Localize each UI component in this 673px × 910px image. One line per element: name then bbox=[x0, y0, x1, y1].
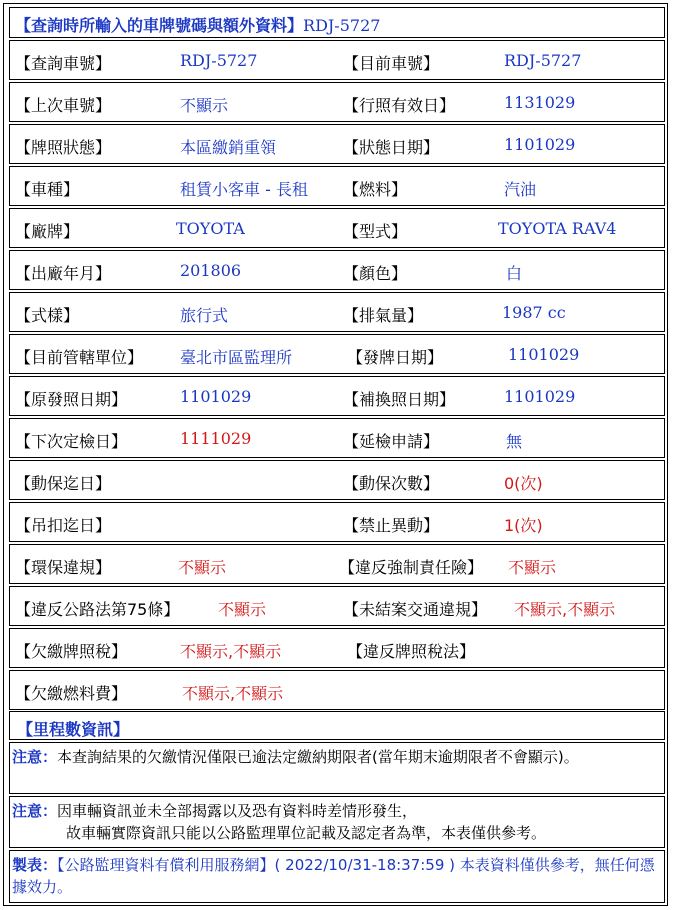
header-plate: RDJ-5727 bbox=[303, 16, 381, 35]
field-label: 【違反強制責任險】 bbox=[339, 558, 484, 577]
note-2 bbox=[12, 800, 660, 844]
field-label: 【補換照日期】 bbox=[343, 390, 456, 409]
field-label: 【車種】 bbox=[15, 180, 80, 199]
table-row bbox=[9, 376, 665, 416]
header-title bbox=[15, 13, 380, 36]
table-row bbox=[9, 628, 665, 668]
field-value: 1101029 bbox=[180, 387, 252, 406]
field-value: 1987 cc bbox=[502, 303, 566, 322]
field-value: RDJ-5727 bbox=[504, 51, 582, 70]
note-3-time: ( 2022/10/31-18:37:59 ) bbox=[274, 856, 456, 874]
note-3 bbox=[12, 854, 660, 898]
field-value: TOYOTA bbox=[176, 219, 245, 238]
field-label: 【行照有效日】 bbox=[343, 96, 456, 115]
field-value: 1101029 bbox=[504, 387, 576, 406]
field-value: 1101029 bbox=[508, 345, 580, 364]
field-label: 【動保次數】 bbox=[343, 474, 440, 493]
field-label: 【違反公路法第75條】 bbox=[15, 600, 180, 619]
field-value: 不顯示 bbox=[508, 558, 557, 577]
table-row bbox=[9, 166, 665, 206]
table-row bbox=[9, 334, 665, 374]
field-label: 【環保違規】 bbox=[15, 558, 112, 577]
table-row bbox=[9, 460, 665, 500]
field-value: 不顯示 bbox=[218, 600, 267, 619]
note-2-line2: 故車輛實際資訊只能以公路監理單位記載及認定者為準，本表僅供參考。 bbox=[66, 824, 547, 842]
table-row bbox=[9, 418, 665, 458]
mileage-label: 【里程數資訊】 bbox=[17, 720, 130, 739]
field-label: 【禁止異動】 bbox=[343, 516, 440, 535]
field-label: 【排氣量】 bbox=[343, 306, 424, 325]
field-label: 【上次車號】 bbox=[15, 96, 112, 115]
header-row bbox=[9, 7, 665, 38]
field-label: 【違反牌照稅法】 bbox=[347, 642, 476, 661]
table-row bbox=[9, 208, 665, 248]
field-value: 1(次) bbox=[504, 516, 543, 535]
field-value: 白 bbox=[506, 264, 523, 283]
table-row bbox=[9, 292, 665, 332]
field-label: 【燃料】 bbox=[343, 180, 408, 199]
field-label: 【延檢申請】 bbox=[343, 432, 440, 451]
field-label: 【下次定檢日】 bbox=[15, 432, 128, 451]
note-2-line1: 因車輛資訊並未全部揭露以及恐有資料時差情形發生， bbox=[57, 802, 418, 820]
field-value: 臺北市區監理所 bbox=[180, 348, 293, 367]
field-label: 【發牌日期】 bbox=[347, 348, 444, 367]
table-row bbox=[9, 544, 665, 584]
note-1-label: 注意： bbox=[12, 748, 58, 766]
field-label: 【顏色】 bbox=[343, 264, 408, 283]
field-label: 【型式】 bbox=[343, 222, 408, 241]
field-value: 無 bbox=[506, 432, 523, 451]
field-value: 不顯示,不顯示 bbox=[182, 684, 284, 703]
field-label: 【牌照狀態】 bbox=[15, 138, 112, 157]
field-label: 【式樣】 bbox=[15, 306, 80, 325]
field-value: RDJ-5727 bbox=[180, 51, 258, 70]
field-value: 本區繳銷重領 bbox=[180, 138, 277, 157]
field-label: 【原發照日期】 bbox=[15, 390, 128, 409]
table-row bbox=[9, 250, 665, 290]
note-row-3 bbox=[9, 850, 665, 903]
note-2-label: 注意： bbox=[12, 802, 58, 820]
table-row bbox=[9, 502, 665, 542]
field-value: 不顯示,不顯示 bbox=[180, 642, 282, 661]
note-3-rest: 本表資料僅供參考，無任何憑據效力。 bbox=[12, 856, 655, 896]
table-row bbox=[9, 82, 665, 122]
field-value: 不顯示 bbox=[178, 558, 227, 577]
note-1 bbox=[12, 746, 660, 768]
field-label: 【目前管轄單位】 bbox=[15, 348, 144, 367]
field-value: 1131029 bbox=[504, 93, 576, 112]
field-value: 1111029 bbox=[180, 429, 252, 448]
field-value: 1101029 bbox=[504, 135, 576, 154]
field-label: 【欠繳燃料費】 bbox=[15, 684, 128, 703]
field-value: 0(次) bbox=[504, 474, 543, 493]
note-3-source: 【公路監理資料有償利用服務網】 bbox=[57, 856, 275, 874]
note-row-1 bbox=[9, 742, 665, 794]
field-value: 不顯示,不顯示 bbox=[514, 600, 616, 619]
field-value: 旅行式 bbox=[180, 306, 229, 325]
field-label: 【查詢車號】 bbox=[15, 54, 112, 73]
field-value: TOYOTA RAV4 bbox=[498, 219, 617, 238]
note-1-text: 本查詢結果的欠繳情況僅限已逾法定繳納期限者(當年期末逾期限者不會顯示)。 bbox=[57, 748, 579, 766]
header-title-text: 【查詢時所輸入的車牌號碼與額外資料】 bbox=[15, 16, 304, 35]
field-label: 【吊扣迄日】 bbox=[15, 516, 112, 535]
field-label: 【未結案交通違規】 bbox=[343, 600, 488, 619]
table-row bbox=[9, 124, 665, 164]
field-label: 【目前車號】 bbox=[343, 54, 440, 73]
field-label: 【動保迄日】 bbox=[15, 474, 112, 493]
field-value: 汽油 bbox=[504, 180, 537, 199]
field-label: 【欠繳牌照稅】 bbox=[15, 642, 128, 661]
field-value: 201806 bbox=[180, 261, 242, 280]
field-value: 不顯示 bbox=[180, 96, 229, 115]
field-label: 【狀態日期】 bbox=[343, 138, 440, 157]
field-value: 租賃小客車 - 長租 bbox=[180, 180, 308, 199]
table-row bbox=[9, 40, 665, 80]
field-label: 【出廠年月】 bbox=[15, 264, 112, 283]
mileage-row bbox=[9, 711, 665, 740]
note-row-2 bbox=[9, 796, 665, 848]
table-row bbox=[9, 670, 665, 710]
field-label: 【廠牌】 bbox=[15, 222, 80, 241]
table-row bbox=[9, 586, 665, 626]
note-3-label: 製表： bbox=[12, 856, 58, 874]
